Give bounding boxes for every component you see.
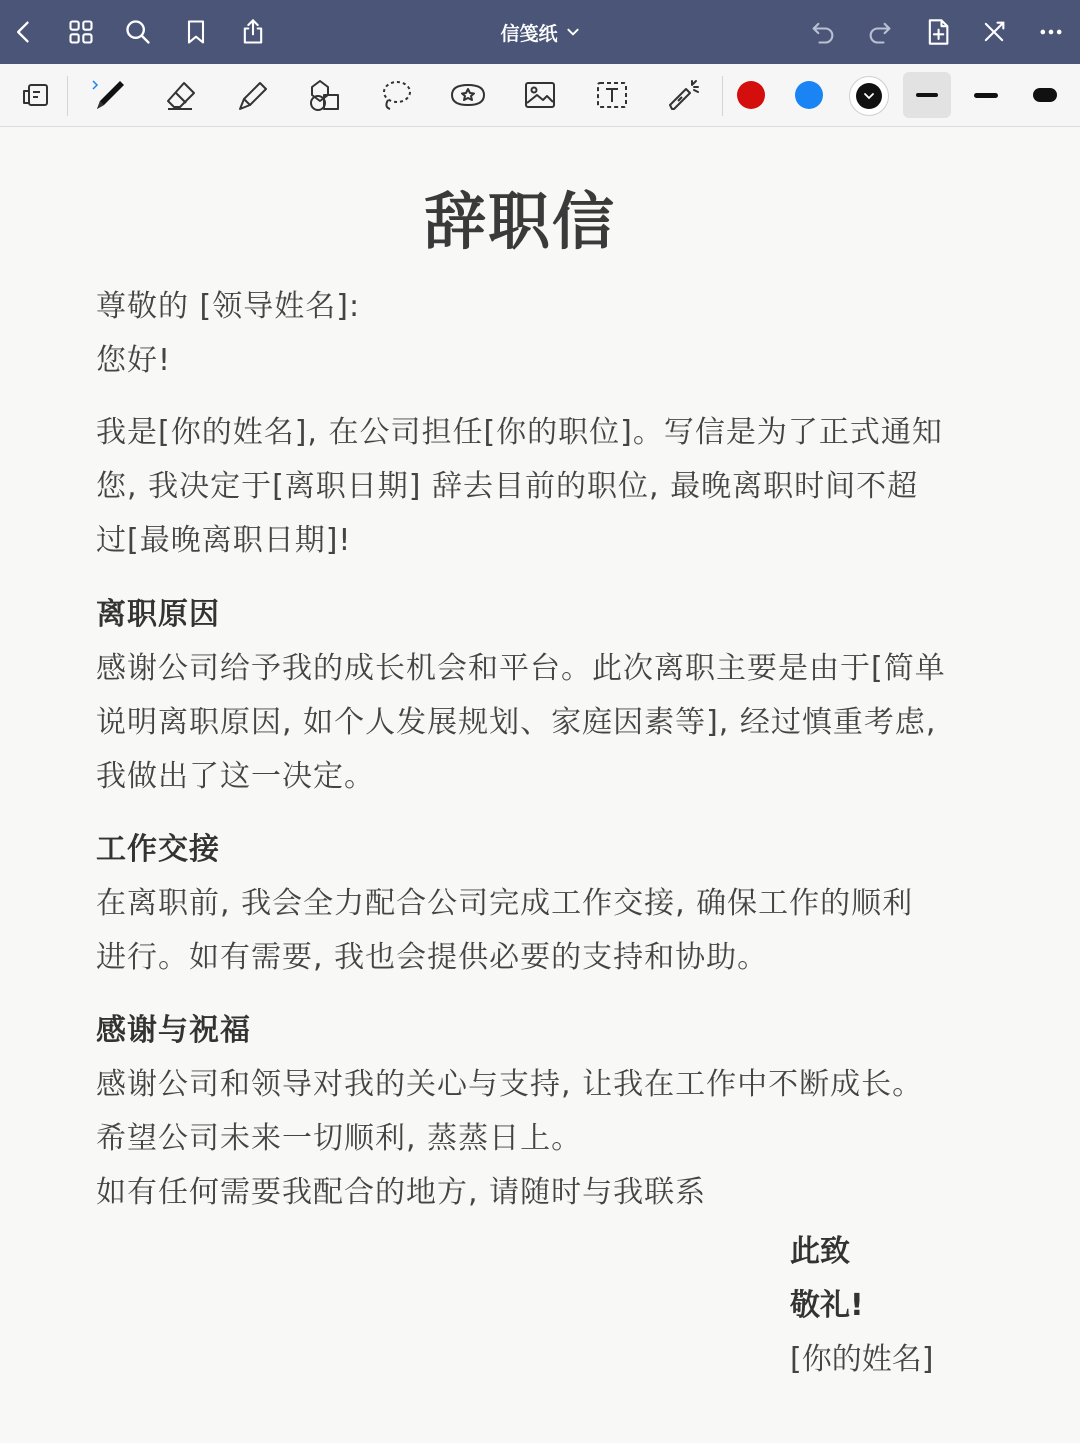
eraser-tool-icon[interactable] — [158, 74, 202, 116]
blue-color-swatch[interactable] — [795, 81, 823, 109]
redo-icon[interactable] — [862, 14, 898, 50]
search-icon[interactable] — [120, 14, 156, 50]
toolbar-divider — [722, 76, 723, 116]
notebook-title-button[interactable] — [500, 19, 579, 46]
more-icon[interactable] — [1033, 14, 1069, 50]
notebook-title: 信笺纸 — [500, 22, 558, 45]
title-wrapper — [0, 0, 1080, 64]
section-line: 我做出了这一决定。 — [96, 759, 375, 794]
share-icon[interactable] — [235, 14, 271, 50]
closing-line-cizhi: 此致 — [790, 1234, 850, 1269]
pen-tool-icon[interactable] — [86, 74, 130, 116]
stroke-thin-option[interactable] — [903, 72, 951, 118]
stroke-medium-preview — [974, 93, 998, 98]
section-heading-thanks: 感谢与祝福 — [96, 1013, 251, 1048]
hello-line: 您好! — [96, 343, 172, 378]
section-line: 在离职前, 我会全力配合公司完成工作交接, 确保工作的顺利 — [96, 886, 914, 921]
stroke-thin-preview — [916, 93, 938, 97]
intro-line: 我是[你的姓名], 在公司担任[你的职位]。写信是为了正式通知 — [96, 415, 943, 450]
laser-pointer-tool-icon[interactable] — [662, 74, 706, 116]
undo-icon[interactable] — [805, 14, 841, 50]
section-line: 感谢公司和领导对我的关心与支持, 让我在工作中不断成长。 — [96, 1067, 924, 1102]
grid-icon[interactable] — [63, 14, 99, 50]
intro-line: 您, 我决定于[离职日期] 辞去目前的职位, 最晚离职时间不超 — [96, 469, 919, 504]
image-tool-icon[interactable] — [518, 74, 562, 116]
lasso-tool-icon[interactable] — [374, 74, 418, 116]
drawing-toolbar — [0, 64, 1080, 127]
read-mode-icon[interactable] — [16, 74, 60, 116]
closing-line-jingli: 敬礼! — [790, 1288, 864, 1323]
stroke-thick-preview — [1033, 88, 1057, 102]
bookmark-icon[interactable] — [178, 14, 214, 50]
greeting-line: 尊敬的 [领导姓名]: — [96, 289, 361, 324]
top-navigation-bar — [0, 0, 1080, 64]
section-line: 希望公司未来一切顺利, 蒸蒸日上。 — [96, 1121, 583, 1156]
section-line: 说明离职原因, 如个人发展规划、家庭因素等], 经过慎重考虑, — [96, 705, 937, 740]
shapes-tool-icon[interactable] — [302, 74, 346, 116]
section-line: 如有任何需要我配合的地方, 请随时与我联系 — [96, 1175, 707, 1210]
signature-name: [你的姓名] — [790, 1342, 934, 1377]
section-heading-reason: 离职原因 — [96, 597, 220, 632]
section-line: 进行。如有需要, 我也会提供必要的支持和协助。 — [96, 940, 769, 975]
section-heading-handover: 工作交接 — [96, 832, 220, 867]
section-line: 感谢公司给予我的成长机会和平台。此次离职主要是由于[简单 — [96, 651, 946, 686]
black-color-swatch[interactable] — [849, 76, 889, 116]
stroke-medium-option[interactable] — [962, 72, 1010, 118]
add-page-icon[interactable] — [920, 14, 956, 50]
close-toolbar-icon[interactable] — [976, 14, 1012, 50]
highlighter-tool-icon[interactable] — [230, 74, 274, 116]
back-icon[interactable] — [6, 14, 42, 50]
stroke-thick-option[interactable] — [1021, 72, 1069, 118]
red-color-swatch[interactable] — [737, 81, 765, 109]
chevron-down-icon — [566, 25, 580, 39]
selected-swatch-chevron-icon — [854, 81, 884, 111]
intro-line: 过[最晚离职日期]! — [96, 523, 352, 558]
sticker-tool-icon[interactable] — [446, 74, 490, 116]
toolbar-divider — [67, 76, 68, 116]
document-title: 辞职信 — [423, 185, 616, 258]
text-tool-icon[interactable] — [590, 74, 634, 116]
